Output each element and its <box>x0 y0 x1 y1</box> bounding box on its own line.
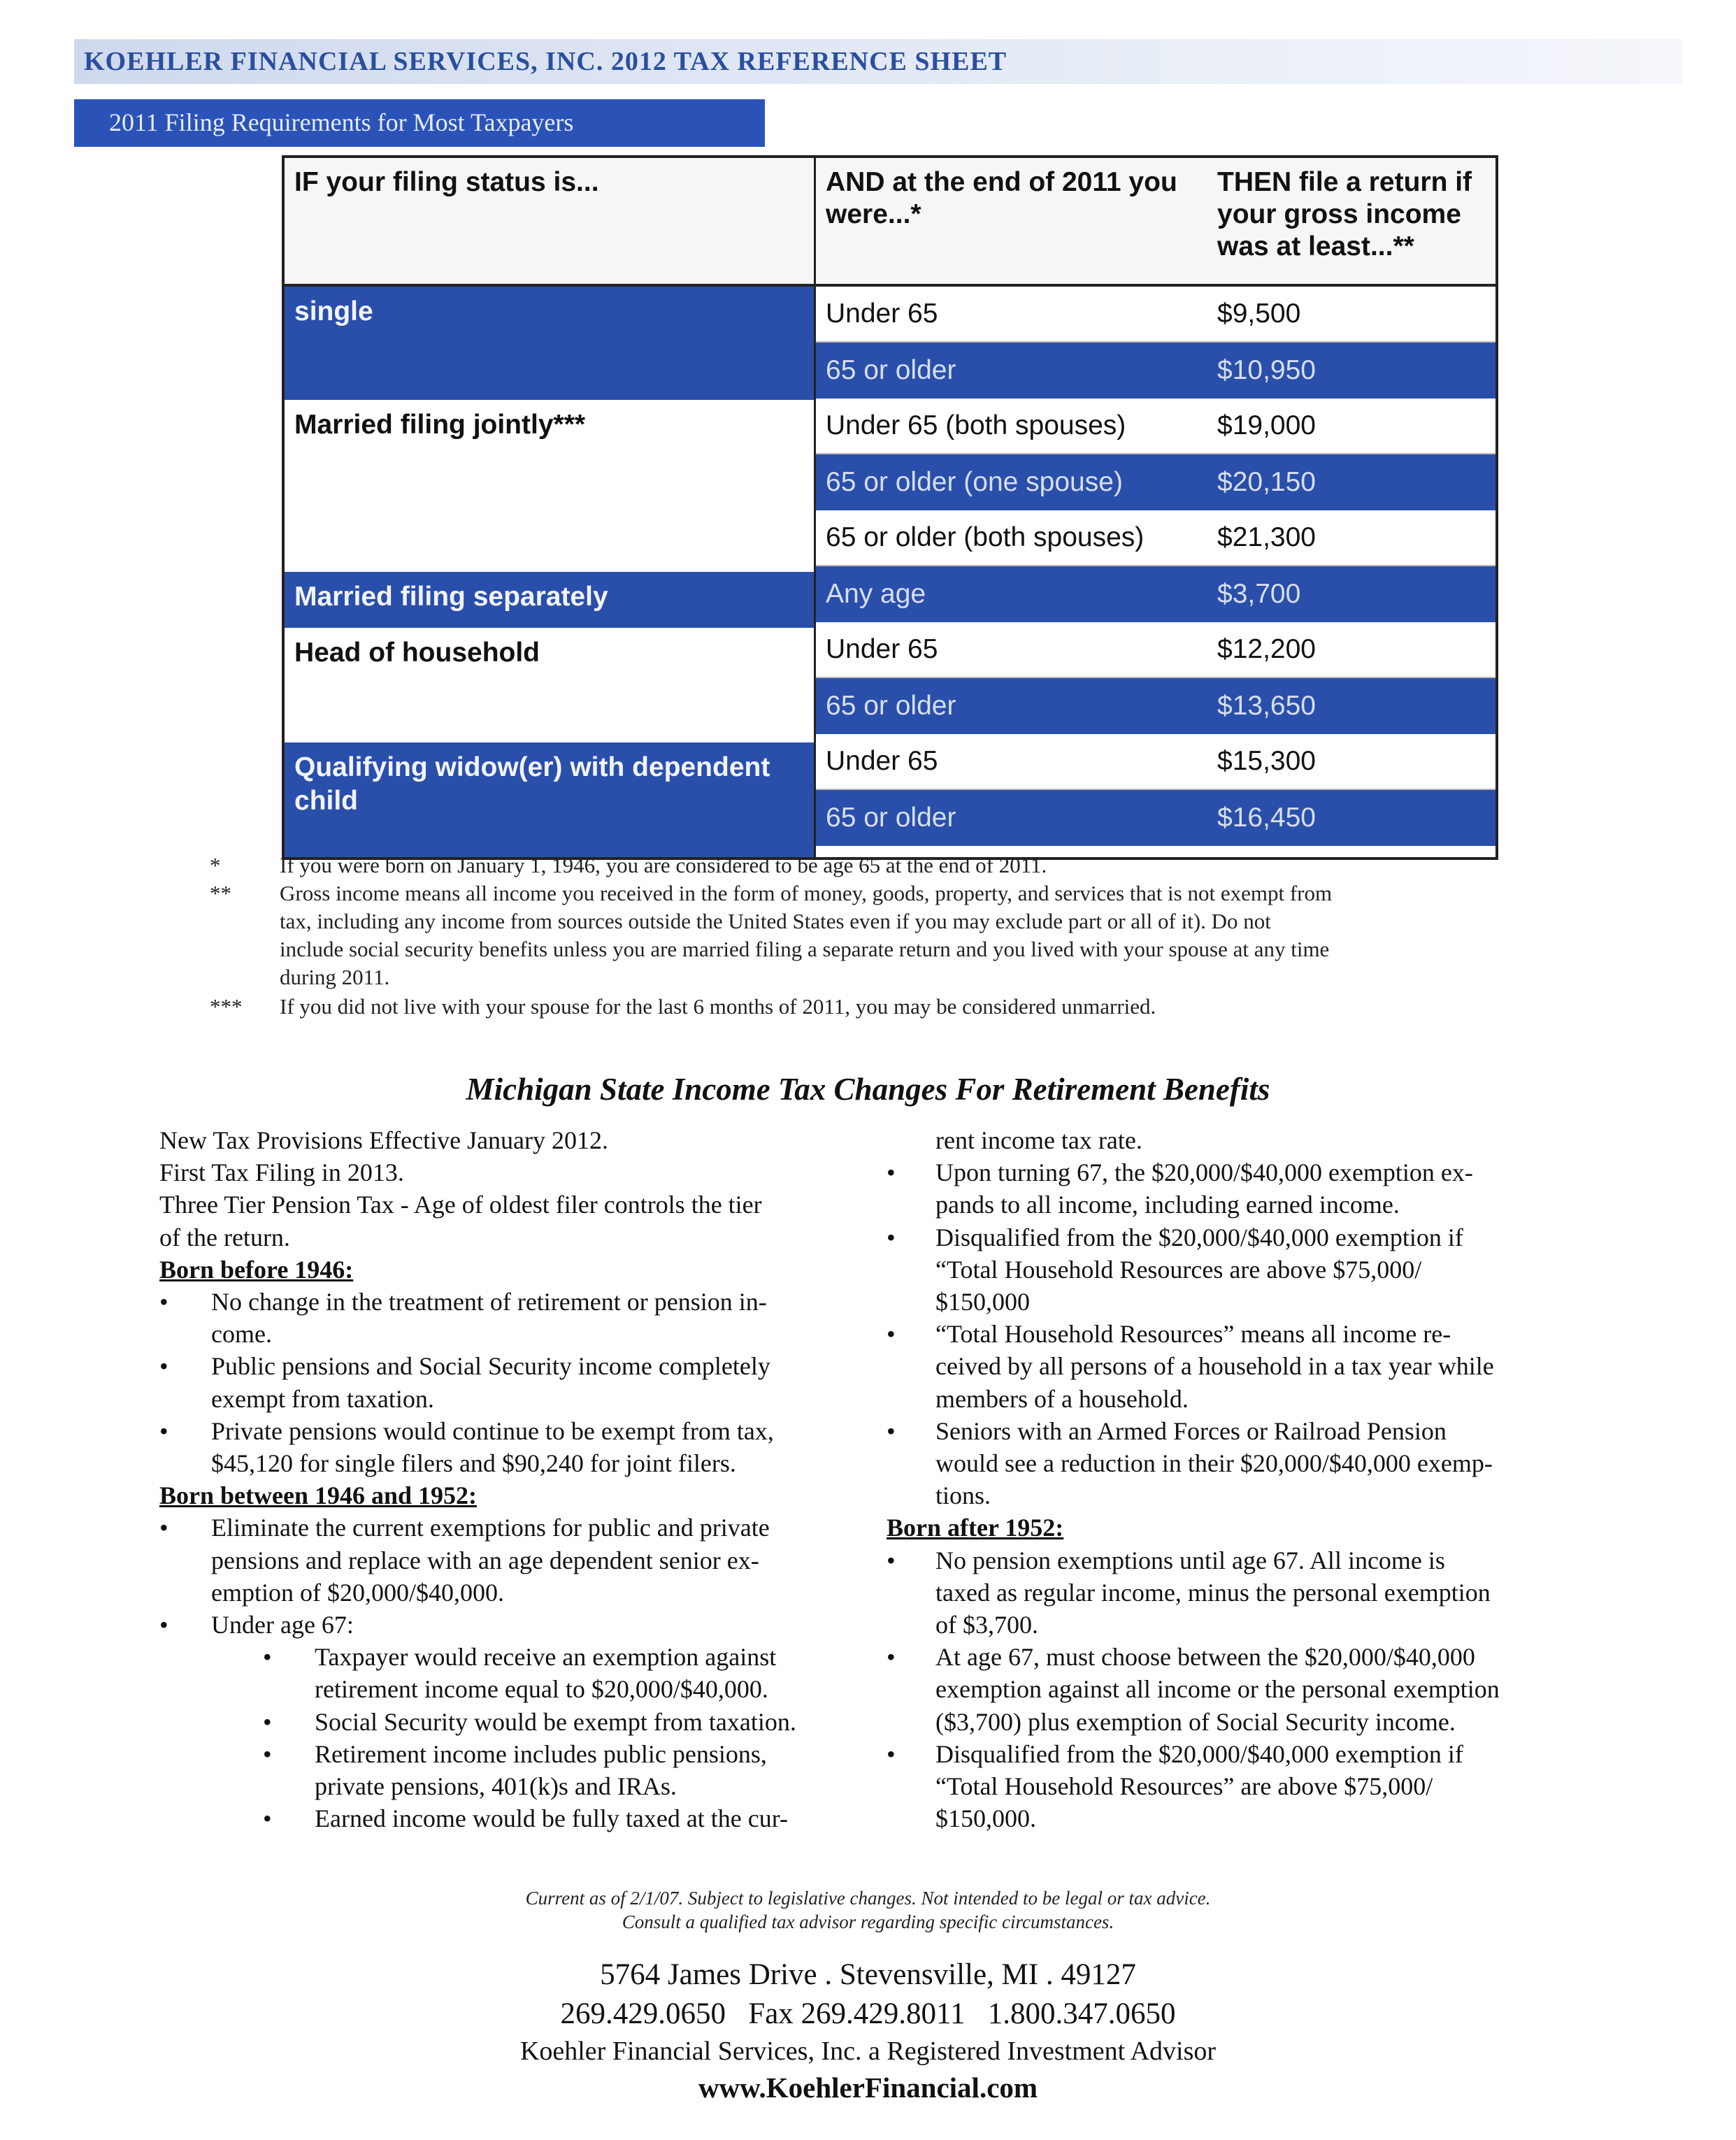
list-item-continued: tions. <box>935 1481 991 1510</box>
table-row <box>816 790 1495 846</box>
section-banner <box>74 99 765 147</box>
sub-list-item-continued: private pensions, 401(k)s and IRAs. <box>315 1772 677 1801</box>
phone-numbers: 269.429.0650 Fax 269.429.8011 1.800.347.0650 <box>560 1997 1176 2030</box>
list-item-continued: exemption against all income or the personal exemption <box>935 1675 1500 1704</box>
filing-requirements-table <box>282 155 1498 860</box>
michigan-right-column <box>887 1124 1586 1834</box>
born-between-heading: Born between 1946 and 1952: <box>159 1481 478 1510</box>
sub-list-item-continued: retirement income equal to $20,000/$40,000. <box>315 1675 768 1704</box>
footnote-text: If you did not live with your spouse for the last 6 months of 2011, you may be considered unmarried. <box>280 994 1156 1019</box>
table-header-row <box>285 158 1495 287</box>
table-row <box>816 734 1495 790</box>
list-item-continued: of $3,700. <box>935 1611 1038 1639</box>
table-row <box>816 622 1495 678</box>
sub-list-item: • Taxpayer would receive an exemption against <box>159 1641 873 1673</box>
list-item: • Disqualified from the $20,000/$40,000 exemption if <box>887 1221 1586 1254</box>
list-item: • “Total Household Resources” means all income re- <box>887 1318 1586 1350</box>
table-row <box>816 566 1495 622</box>
table-row <box>816 678 1495 734</box>
company-name: Koehler Financial Services, Inc. a Registered Investment Advisor <box>519 2037 1217 2066</box>
footnote-text <box>280 879 1559 991</box>
list-item-continued: pensions and replace with an age dependent senior ex- <box>211 1546 759 1574</box>
footnote-mark: ** <box>210 881 231 905</box>
list-item: • Private pensions would continue to be exempt from tax, <box>159 1415 873 1447</box>
list-item: • At age 67, must choose between the $20,000/$40,000 <box>887 1641 1586 1673</box>
footnote-line: during 2011. <box>280 965 390 989</box>
disclaimer <box>0 1886 1736 1934</box>
list-item: • Public pensions and Social Security income completely <box>159 1350 873 1382</box>
header-banner <box>74 39 1682 84</box>
income-cell: $12,200 <box>1217 634 1316 664</box>
income-cell: $21,300 <box>1217 522 1316 552</box>
table-row <box>816 510 1495 566</box>
page-title: KOEHLER FINANCIAL SERVICES, INC. 2012 TAX REFERENCE SHEET <box>84 47 1007 76</box>
status-qualifying-widow: Qualifying widow(er) with dependent child <box>285 742 814 857</box>
michigan-title: Michigan State Income Tax Changes For Retirement Benefits <box>466 1072 1270 1107</box>
age-cell: 65 or older <box>826 355 956 385</box>
sub-list-item: • Earned income would be fully taxed at the cur- <box>159 1802 873 1834</box>
income-cell: $19,000 <box>1217 410 1316 440</box>
list-item: • Under age 67: <box>159 1609 873 1641</box>
disclaimer-line: Consult a qualified tax advisor regarding specific circumstances. <box>622 1911 1114 1932</box>
age-cell: 65 or older <box>826 691 956 721</box>
income-cell: $3,700 <box>1217 579 1301 609</box>
table-body <box>285 287 1495 857</box>
list-item-continued: “Total Household Resources are above $75,000/ <box>935 1255 1422 1284</box>
income-cell: $10,950 <box>1217 355 1316 385</box>
footnote-3 <box>210 993 1559 1022</box>
list-item-continued: would see a reduction in their $20,000/$40,000 exemp- <box>935 1449 1493 1478</box>
footnote-line: tax, including any income from sources outside the United States even if you may exclude part or all of it). Do not <box>280 909 1271 933</box>
list-item-continued: $150,000 <box>935 1288 1030 1316</box>
list-item: • Eliminate the current exemptions for public and private <box>159 1511 873 1544</box>
born-after-1952-heading: Born after 1952: <box>887 1514 1064 1542</box>
list-item-continued: come. <box>211 1320 272 1349</box>
list-item-continued: $45,120 for single filers and $90,240 for joint filers. <box>211 1449 736 1478</box>
list-item-continued: taxed as regular income, minus the personal exemption <box>935 1578 1491 1607</box>
list-item-continued: rent income tax rate. <box>935 1126 1142 1154</box>
list-item-continued: ($3,700) plus exemption of Social Security income. <box>935 1707 1456 1736</box>
list-item: • No pension exemptions until age 67. All income is <box>887 1544 1586 1577</box>
footnote-mark: *** <box>210 994 243 1019</box>
table-row <box>816 287 1495 343</box>
status-married-separately: Married filing separately <box>285 572 814 628</box>
section-title: 2011 Filing Requirements for Most Taxpayers <box>109 108 574 136</box>
footnote-line: Gross income means all income you received in the form of money, goods, property, and services that is not exempt from <box>280 881 1333 905</box>
website-link[interactable]: www.KoehlerFinancial.com <box>698 2071 1038 2104</box>
footnote-text: If you were born on January 1, 1946, you are considered to be age 65 at the end of 2011. <box>280 853 1047 877</box>
age-cell: 65 or older (both spouses) <box>826 522 1145 552</box>
intro-line: First Tax Filing in 2013. <box>159 1158 404 1187</box>
footnote-1 <box>210 852 1559 881</box>
list-item-continued: members of a household. <box>935 1384 1189 1413</box>
list-item-continued: pands to all income, including earned income. <box>935 1191 1400 1219</box>
intro-line: New Tax Provisions Effective January 2012. <box>159 1126 609 1154</box>
list-item-continued: emption of $20,000/$40,000. <box>211 1578 504 1607</box>
age-cell: 65 or older (one spouse) <box>826 467 1123 497</box>
age-income-rows <box>816 287 1495 857</box>
list-item-continued: exempt from taxation. <box>211 1384 434 1413</box>
disclaimer-line: Current as of 2/1/07. Subject to legislative changes. Not intended to be legal or tax advice. <box>525 1888 1211 1909</box>
filing-status-column <box>285 287 816 857</box>
income-cell: $20,150 <box>1217 467 1316 497</box>
intro-line: of the return. <box>159 1223 290 1251</box>
column-header-filing-status: IF your filing status is... <box>285 158 816 284</box>
income-cell: $13,650 <box>1217 691 1316 721</box>
born-before-1946-heading: Born before 1946: <box>159 1255 354 1284</box>
column-header-gross-income: THEN file a return if your gross income was at least...** <box>1217 167 1472 261</box>
list-item: • Disqualified from the $20,000/$40,000 exemption if <box>887 1738 1586 1770</box>
footnote-2 <box>210 879 1559 998</box>
address: 5764 James Drive . Stevensville, MI . 49127 <box>600 1958 1136 1991</box>
michigan-left-column <box>159 1124 873 1834</box>
age-cell: Under 65 <box>826 299 938 329</box>
income-cell: $9,500 <box>1217 299 1301 329</box>
age-cell: Any age <box>826 579 926 609</box>
list-item: • No change in the treatment of retirement or pension in- <box>159 1286 873 1318</box>
table-row <box>816 343 1495 398</box>
footnote-mark: * <box>210 853 221 877</box>
sub-list-item: • Retirement income includes public pensions, <box>159 1738 873 1770</box>
status-head-of-household: Head of household <box>285 628 814 742</box>
list-item-continued: ceived by all persons of a household in a tax year while <box>935 1352 1494 1381</box>
sub-list-item: • Social Security would be exempt from taxation. <box>159 1706 873 1738</box>
footnote-line: include social security benefits unless you are married filing a separate return and you lived with your spouse at any time <box>280 937 1330 961</box>
list-item-continued: “Total Household Resources” are above $75,000/ <box>935 1772 1433 1801</box>
list-item: • Upon turning 67, the $20,000/$40,000 exemption ex- <box>887 1156 1586 1189</box>
income-cell: $16,450 <box>1217 803 1316 833</box>
intro-line: Three Tier Pension Tax - Age of oldest filer controls the tier <box>159 1191 762 1219</box>
age-cell: 65 or older <box>826 803 956 833</box>
list-item-continued: $150,000. <box>935 1804 1036 1833</box>
table-row <box>816 398 1495 454</box>
list-item: • Seniors with an Armed Forces or Railroad Pension <box>887 1415 1586 1447</box>
status-married-jointly: Married filing jointly*** <box>285 400 814 572</box>
age-cell: Under 65 <box>826 634 938 664</box>
status-single: single <box>285 287 814 400</box>
column-header-age: AND at the end of 2011 you were...* <box>826 167 1177 229</box>
table-row <box>816 454 1495 510</box>
age-cell: Under 65 <box>826 746 938 776</box>
income-cell: $15,300 <box>1217 746 1316 776</box>
age-cell: Under 65 (both spouses) <box>826 410 1126 440</box>
